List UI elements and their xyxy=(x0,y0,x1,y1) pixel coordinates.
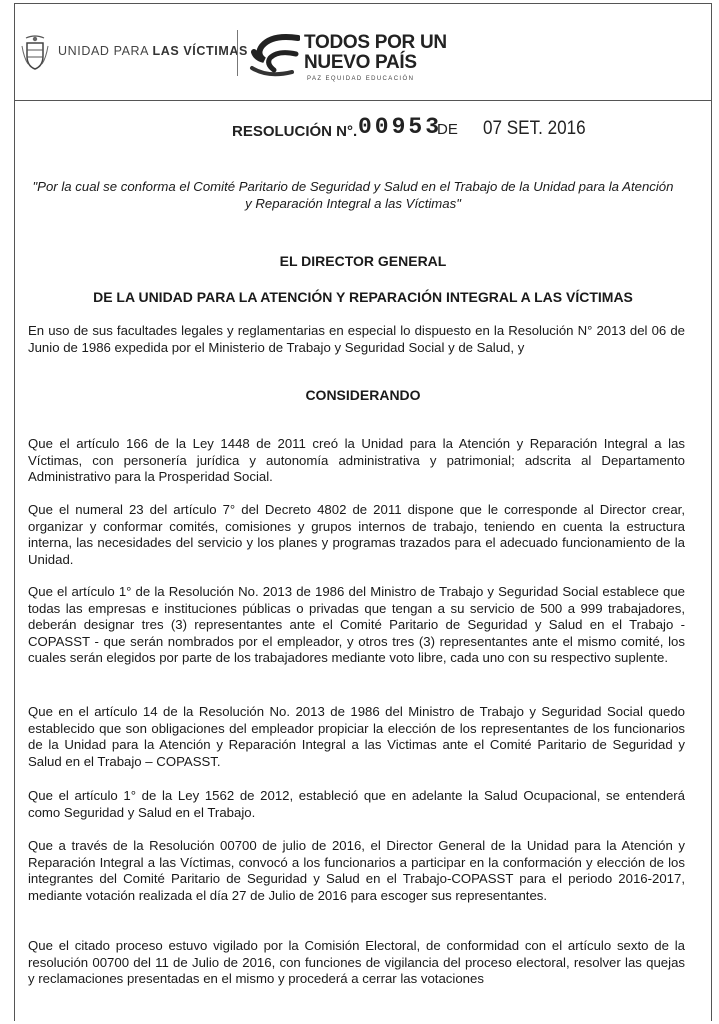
considerando-paragraph: Que en el artículo 14 de la Resolución No. 2013 de 1986 del Ministro de Trabajo y Seguridad Social quedo establecido que son obligaciones del empleador propiciar la elección de los representantes de los funcionarios de la Unidad para la Atención y Reparación Integral a las Victimas ante el Comité Paritario de Seguridad y Salud en el Trabajo – COPASST. xyxy=(28,704,685,769)
intro-paragraph: En uso de sus facultades legales y reglamentarias en especial lo dispuesto en la Resolución N° 2013 del 06 de Junio de 1986 expedida por el Ministerio de Trabajo y Seguridad Social y de Salud, y xyxy=(28,323,685,355)
considerando-paragraph: Que el artículo 1° de la Ley 1562 de 2012, estableció que en adelante la Salud Ocupacional, se entenderá como Seguridad y Salud en el Trabajo. xyxy=(28,788,685,820)
unidad-logo-text xyxy=(58,44,248,58)
heading-unidad: DE LA UNIDAD PARA LA ATENCIÓN Y REPARACIÓN INTEGRAL A LAS VÍCTIMAS xyxy=(93,289,633,305)
resolution-subtitle: "Por la cual se conforma el Comité Paritario de Seguridad y Salud en el Trabajo de la Unidad para la Atención y Reparación Integral a las Víctimas" xyxy=(32,179,674,211)
considerando-paragraph: Que a través de la Resolución 00700 de julio de 2016, el Director General de la Unidad para la Atención y Reparación Integral a las Víctimas, convocó a los funcionarios a participar en la conformación y elección de los integrantes del Comité Paritario de Seguridad y Salud en el Trabajo-COPASST para el periodo 2016-2017, mediante votación realizada el día 27 de Julio de 2016 para escoger sus representantes. xyxy=(28,838,685,903)
unidad-name: LAS VÍCTIMAS xyxy=(152,44,248,58)
slogan-line-2: NUEVO PAÍS xyxy=(304,52,417,73)
considerando-paragraph: Que el artículo 166 de la Ley 1448 de 2011 creó la Unidad para la Atención y Reparación Integral a las Víctimas, con personería jurídica y autonomía administrativa y patrimonial; adscrita al Departamento Administrativo para la Prosperidad Social. xyxy=(28,436,685,485)
slogan-line-1: TODOS POR UN xyxy=(304,32,447,53)
coat-of-arms-icon xyxy=(20,34,50,72)
todos-por-un-nuevo-pais-logo-icon xyxy=(248,32,300,80)
unidad-prefix: UNIDAD PARA xyxy=(58,44,149,58)
heading-considerando: CONSIDERANDO xyxy=(305,387,421,403)
header-divider xyxy=(14,100,712,101)
resolution-label: RESOLUCIÓN N°. xyxy=(232,123,358,140)
considerando-paragraph: Que el numeral 23 del artículo 7° del Decreto 4802 de 2011 dispone que le corresponde al Director crear, organizar y conformar comités, comisiones y grupos internos de trabajo, teniendo en cuenta la estructura interna, las necesidades del servicio y los planes y programas trazados para el adecuado funcionamiento de la Unidad. xyxy=(28,502,685,567)
slogan-tagline: PAZ EQUIDAD EDUCACIÓN xyxy=(307,76,415,82)
considerando-paragraph: Que el artículo 1° de la Resolución No. 2013 de 1986 del Ministro de Trabajo y Seguridad Social establece que todas las empresas e instituciones públicas o privadas que tengan a su servicio de 500 a 999 trabajadores, deberán designar tres (3) representantes ante el Comité Paritario de Seguridad y Salud en el Trabajo -COPASST - que serán nombrados por el empleador, y otros tres (3) representantes ante el mismo comité, los cuales serán elegidos por parte de los trabajadores mediante voto libre, cada uno con su respectivo suplente. xyxy=(28,584,685,666)
resolution-number: 00953 xyxy=(358,114,443,140)
heading-director: EL DIRECTOR GENERAL xyxy=(279,253,447,269)
logo-separator xyxy=(237,30,238,76)
resolution-de: DE xyxy=(437,121,458,138)
considerando-paragraph: Que el citado proceso estuvo vigilado por la Comisión Electoral, de conformidad con el artículo sexto de la resolución 00700 del 11 de Julio de 2016, con funciones de vigilancia del proceso electoral, resolver las quejas y reclamaciones presentadas en el mismo y procederá a cerrar las votaciones xyxy=(28,938,685,987)
resolution-date: 07 SET. 2016 xyxy=(483,118,586,139)
